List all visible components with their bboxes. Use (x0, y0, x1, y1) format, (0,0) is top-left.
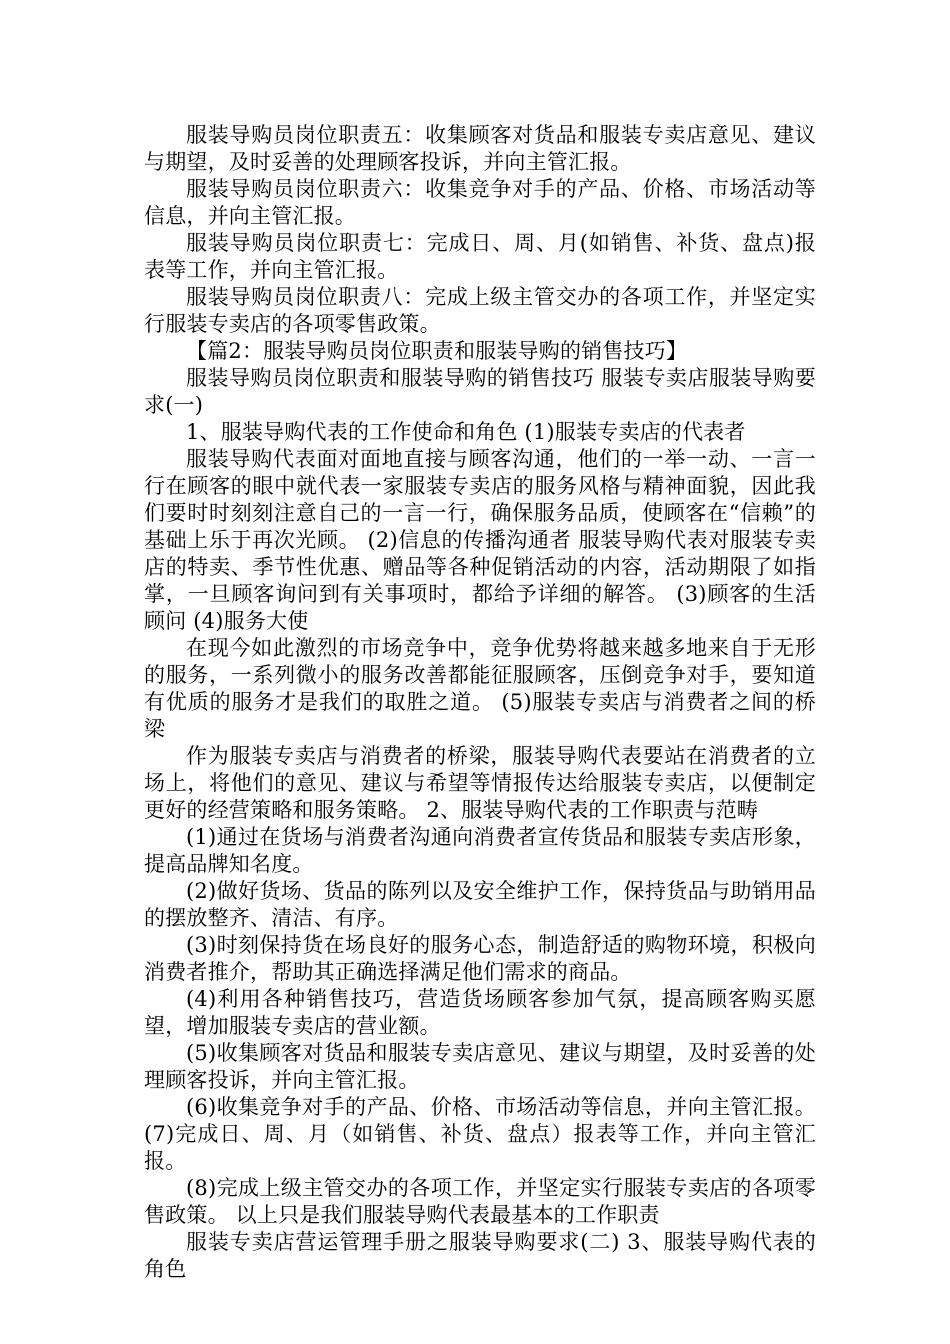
paragraph: 服装导购员岗位职责八：完成上级主管交办的各项工作，并坚定实行服装专卖店的各项零售政策。 (144, 285, 816, 336)
paragraph: 1、服装导购代表的工作使命和角色 (1)服装专卖店的代表者 (186, 420, 746, 444)
paragraph: 服装导购员岗位职责七：完成日、周、月(如销售、补货、盘点)报表等工作，并向主管汇报。 (144, 231, 816, 282)
paragraph: (3)时刻保持货在场良好的服务心态，制造舒适的购物环境，积极向消费者推介，帮助其正确选择满足他们需求的商品。 (144, 933, 816, 984)
section-heading: 【篇2：服装导购员岗位职责和服装导购的销售技巧】 (186, 339, 688, 363)
paragraph: (8)完成上级主管交办的各项工作，并坚定实行服装专卖店的各项零售政策。 以上只是我们服装导购代表最基本的工作职责 (144, 1176, 816, 1227)
paragraph: (2)做好货场、货品的陈列以及安全维护工作，保持货品与助销用品的摆放整齐、清洁、有序。 (144, 879, 816, 930)
paragraph: 服装导购员岗位职责六：收集竞争对手的产品、价格、市场活动等信息，并向主管汇报。 (144, 177, 816, 228)
paragraph: (4)利用各种销售技巧，营造货场顾客参加气氛，提高顾客购买愿望，增加服装专卖店的营业额。 (144, 987, 816, 1038)
paragraph: 作为服装专卖店与消费者的桥梁，服装导购代表要站在消费者的立场上，将他们的意见、建议与希望等情报传达给服装专卖店，以便制定更好的经营策略和服务策略。 2、服装导购代表的工作职责与范畴 (144, 744, 816, 822)
document-body (144, 122, 816, 1283)
paragraph: 在现今如此激烈的市场竞争中，竞争优势将越来越多地来自于无形的服务，一系列微小的服务改善都能征服顾客，压倒竞争对手，要知道有优质的服务才是我们的取胜之道。 (5)服装专卖店与消费者之间的桥梁 (144, 636, 816, 741)
paragraph: 服装专卖店营运管理手册之服装导购要求(二) 3、服装导购代表的角色 (144, 1230, 816, 1281)
paragraph: (6)收集竞争对手的产品、价格、市场活动等信息，并向主管汇报。 (7)完成日、周、月（如销售、补货、盘点）报表等工作，并向主管汇报。 (144, 1095, 816, 1173)
paragraph: 服装导购员岗位职责五：收集顾客对货品和服装专卖店意见、建议与期望，及时妥善的处理顾客投诉，并向主管汇报。 (144, 123, 816, 174)
paragraph: 服装导购代表面对面地直接与顾客沟通，他们的一举一动、一言一行在顾客的眼中就代表一家服装专卖店的服务风格与精神面貌，因此我们要时时刻刻注意自己的一言一行，确保服务品质，使顾客在“信赖”的基础上乐于再次光顾。 (2)信息的传播沟通者 服装导购代表对服装专卖店的特卖、季节性优惠、赠品等各种促销活动的内容，活动期限了如指掌，一旦顾客询问到有关事项时，都给予详细的解答。 (3)顾客的生活顾问 (4)服务大使 (144, 447, 816, 633)
paragraph: (1)通过在货场与消费者沟通向消费者宣传货品和服装专卖店形象，提高品牌知名度。 (144, 825, 816, 876)
paragraph: (5)收集顾客对货品和服装专卖店意见、建议与期望，及时妥善的处理顾客投诉，并向主管汇报。 (144, 1041, 816, 1092)
paragraph: 服装导购员岗位职责和服装导购的销售技巧 服装专卖店服装导购要求(一) (144, 366, 816, 417)
